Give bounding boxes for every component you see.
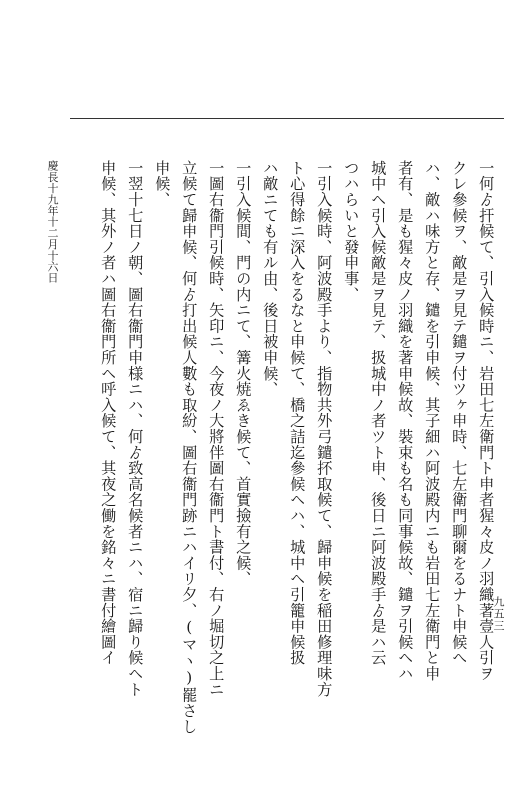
text-line-1: 一何ゟ扞候て、引入候時ニ、岩田七左衛門ト申者猩々皮ノ羽織著壹人引ヲ: [477, 160, 496, 682]
text-line-13: 申候、: [153, 160, 172, 208]
text-line-2: クレ參候ヲ、敵是ヲ見テ鑓ヲ付ツヶ申時、七左衛門聊爾をるナト申候へ: [450, 160, 469, 666]
page-number: 九五三: [492, 596, 505, 632]
text-line-4: 者有、是も猩々皮ノ羽織を著申候故、裝束も名も同事候故、鑓ヲ引候ヘハ: [396, 160, 415, 682]
text-line-9: ハ敵ニても有ル由、後日被申候、: [261, 160, 280, 397]
text-line-11: 一圖右衞門引候時、矢印ニ、今夜ノ大將伴圖右衞門ト書付、右ノ堀切之上ニ: [207, 160, 226, 698]
text-line-3: ハ、敵ハ味方と存、鑓を引申候、其子細ハ阿波殿内ニも岩田七左衛門と申: [423, 160, 442, 682]
text-line-5: 城中ヘ引入候敵是ヲ見テ、扱城中ノ者ツト申、後日ニ阿波殿手ゟ是ハ云: [369, 160, 388, 666]
text-line-10: 一引入候間、門の内ニて、篝火焼ゑき候て、首實撿有之候、: [234, 160, 253, 587]
text-line-6: つハらいと發申事、: [342, 160, 361, 303]
document-date: 慶長十九年十二月十六日: [46, 160, 59, 284]
text-line-7: 一引入候時、阿波殿手より、指物共外弓鑓抔取候て、歸申候を稲田修理味方: [315, 160, 334, 698]
text-line-12: 立候て歸申候、何ゟ打出候人數も取紛、圖右衞門跡ニハイリ夕、(マヽ)罷さし: [180, 160, 199, 735]
text-line-14: 一翌十七日ノ朝、圖右衞門申様ニハ、何ゟ致高名候者ニハ、宿ニ歸り候ヘト: [126, 160, 145, 698]
header-rule: [70, 118, 504, 119]
text-line-15: 申候、其外ノ者ハ圖右衞門所ヘ呼入候て、其夜之働を銘々ニ書付繪圖イ: [99, 160, 118, 666]
text-line-8: ト心得餘ニ深入をるなと申候て、橋之詰迄參候ヘハ、城中ヘ引籠申候扱: [288, 160, 307, 666]
